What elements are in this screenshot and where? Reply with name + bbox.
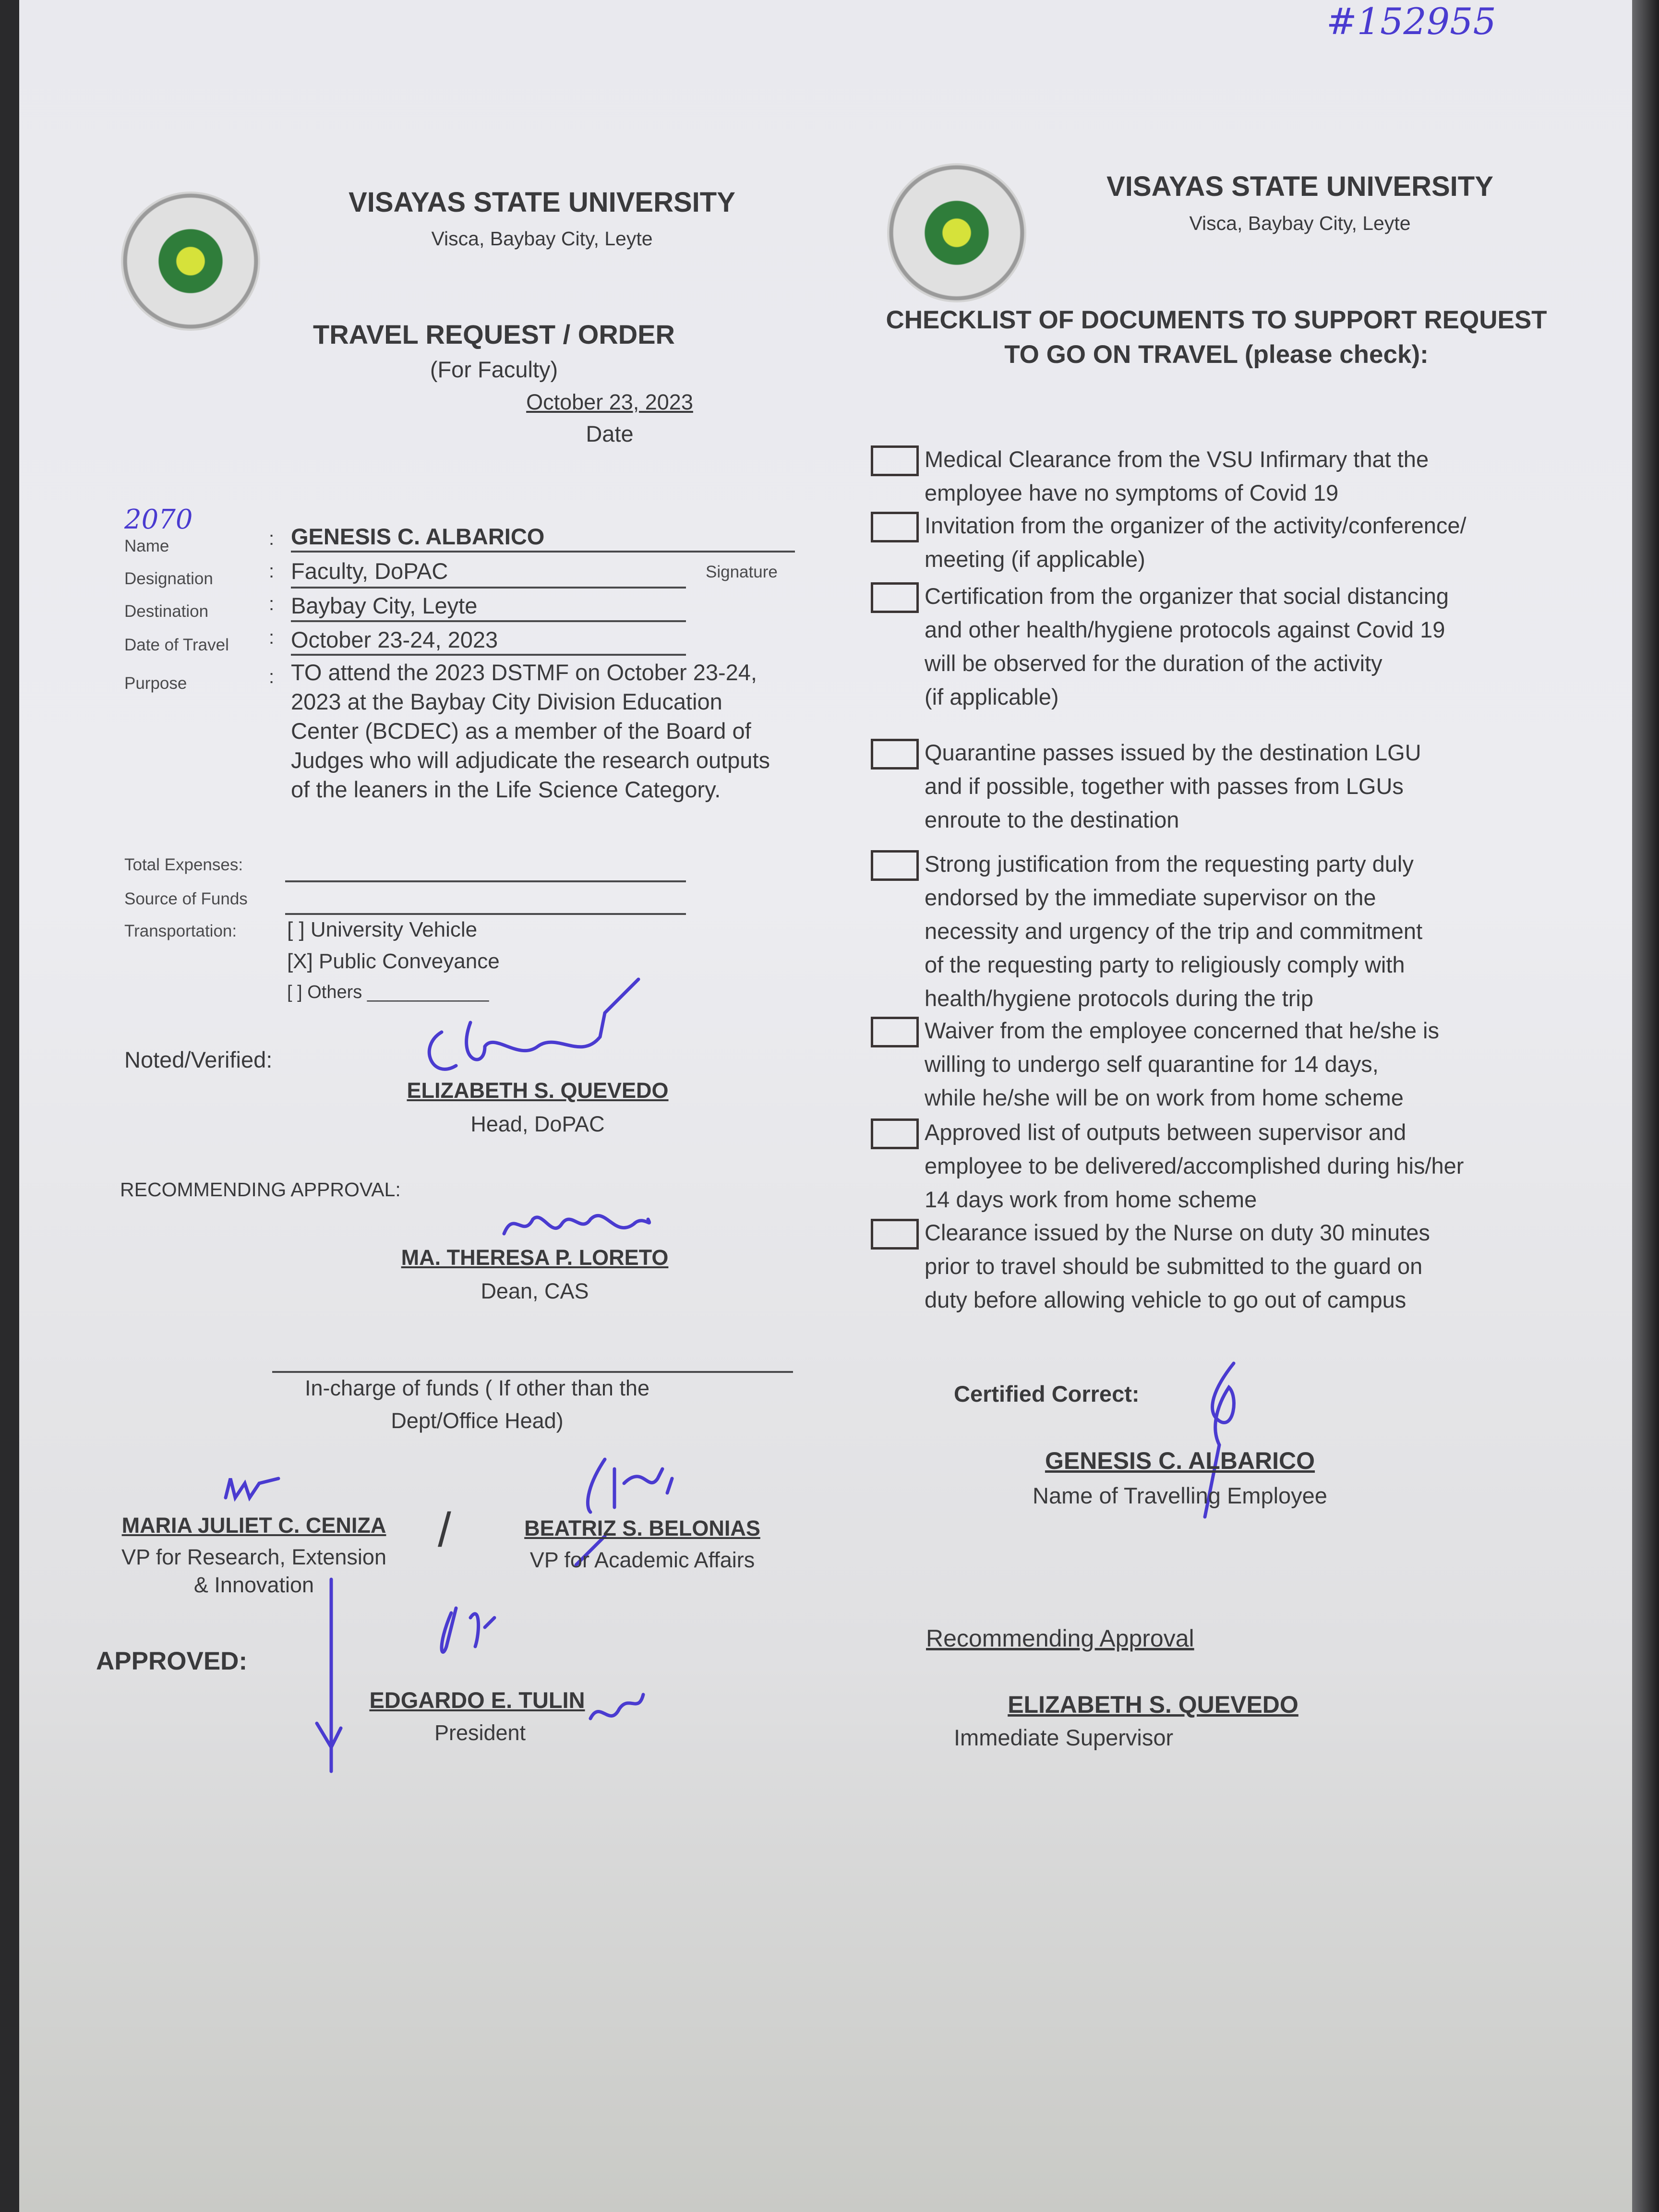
approved-label: APPROVED: [96,1647,248,1675]
checklist-item-line: Strong justification from the requesting party duly [925,851,1414,877]
date-of-travel-value: October 23-24, 2023 [291,627,498,652]
colon: : [269,666,275,687]
noted-title: Head, DoPAC [470,1112,605,1136]
checklist-item [925,579,1449,714]
purpose-line: Center (BCDEC) as a member of the Board of [291,718,751,744]
checklist-item-line: employee have no symptoms of Covid 19 [925,480,1339,505]
checklist-item-line: meeting (if applicable) [925,546,1145,572]
form-subtitle: (For Faculty) [430,357,558,382]
option-public-conveyance[interactable]: [X] Public Conveyance [287,950,500,973]
funds-label-line1: In-charge of funds ( If other than the [305,1376,649,1400]
name-value: GENESIS C. ALBARICO [291,524,545,549]
checklist-item [925,509,1467,576]
checklist-checkbox[interactable] [871,1017,919,1047]
designation-value: Faculty, DoPAC [291,558,448,584]
total-expenses-line [285,880,686,882]
recommending-name: MA. THERESA P. LORETO [401,1245,669,1270]
checklist-item-line: and other health/hygiene protocols against Covid 19 [925,617,1445,642]
checklist-item-line: enroute to the destination [925,807,1179,832]
right-university-address: Visca, Baybay City, Leyte [1189,212,1411,234]
colon: : [269,627,275,648]
checklist-item-line: will be observed for the duration of the activity [925,650,1382,676]
checklist-item-line: prior to travel should be submitted to the guard on [925,1253,1423,1279]
vp-academic-title: VP for Academic Affairs [529,1548,755,1572]
supervisor-name: ELIZABETH S. QUEVEDO [1008,1691,1298,1718]
designation-label: Designation [124,569,213,588]
checklist-item-line: employee to be delivered/accomplished during his/her [925,1153,1464,1178]
university-name: VISAYAS STATE UNIVERSITY [349,187,735,218]
form-title: TRAVEL REQUEST / ORDER [313,319,675,349]
purpose-text [291,658,770,804]
colon: : [269,593,275,614]
purpose-line: Judges who will adjudicate the research outputs [291,747,770,773]
checklist-checkbox[interactable] [871,512,919,542]
separator-slash: / [438,1503,451,1557]
vp-research-title-line2: & Innovation [193,1573,314,1597]
checklist-checkbox[interactable] [871,445,919,476]
purpose-line: of the leaners in the Life Science Category. [291,777,721,802]
employee-title: Name of Travelling Employee [1033,1483,1327,1508]
vp-research-title-line1: VP for Research, Extension [121,1545,386,1569]
checklist-checkbox[interactable] [871,850,919,881]
noted-name: ELIZABETH S. QUEVEDO [407,1078,669,1103]
vp-academic-name: BEATRIZ S. BELONIAS [524,1516,760,1540]
designation-underline [291,587,686,589]
checklist-item-line: Medical Clearance from the VSU Infirmary that the [925,446,1429,472]
source-of-funds-label: Source of Funds [124,890,248,908]
checklist-item-line: Waiver from the employee concerned that he/she is [925,1018,1439,1043]
option-university-vehicle[interactable]: [ ] University Vehicle [287,918,478,941]
president-title: President [434,1720,526,1745]
president-name: EDGARDO E. TULIN [369,1687,585,1713]
purpose-label: Purpose [124,674,187,693]
checklist-item [925,1116,1464,1216]
recommending-approval-label: RECOMMENDING APPROVAL: [120,1178,401,1201]
checklist-item-line: 14 days work from home scheme [925,1187,1257,1212]
checklist-item-line: duty before allowing vehicle to go out of campus [925,1287,1407,1312]
colon: : [269,561,275,582]
checklist-item-line: necessity and urgency of the trip and commitment [925,918,1423,944]
checklist-item [925,443,1429,510]
recommending-title: Dean, CAS [481,1279,589,1303]
date-of-travel-underline [291,654,686,656]
checklist-item-line: while he/she will be on work from home scheme [925,1085,1404,1110]
right-university-name: VISAYAS STATE UNIVERSITY [1106,171,1493,202]
checklist-item-line: Approved list of outputs between supervisor and [925,1119,1407,1145]
checklist-item-line: Clearance issued by the Nurse on duty 30 minutes [925,1220,1430,1245]
checklist-item [925,736,1421,837]
date-value: October 23, 2023 [526,390,693,414]
noted-label: Noted/Verified: [124,1047,273,1072]
checklist-title-line2: TO GO ON TRAVEL (please check): [1004,340,1429,369]
total-expenses-label: Total Expenses: [124,855,243,874]
checklist-item [925,1216,1430,1317]
signature-loreto [499,1200,658,1248]
checklist-item-line: (if applicable) [925,684,1059,709]
right-recommending-approval-label: Recommending Approval [926,1625,1194,1652]
supervisor-title: Immediate Supervisor [954,1725,1174,1750]
university-seal-right [887,163,1026,302]
handwritten-control-number: #152955 [1326,0,1496,43]
funds-label-line2: Dept/Office Head) [391,1408,564,1433]
checklist-item-line: endorsed by the immediate supervisor on the [925,885,1376,910]
checklist-item-line: willing to undergo self quarantine for 14 days, [925,1051,1379,1077]
checklist-title-line1: CHECKLIST OF DOCUMENTS TO SUPPORT REQUEST [886,306,1547,334]
university-address: Visca, Baybay City, Leyte [431,228,653,250]
checklist-item-line: Certification from the organizer that social distancing [925,583,1449,609]
certified-correct-label: Certified Correct: [954,1381,1140,1407]
vp-research-name: MARIA JULIET C. CENIZA [121,1513,386,1538]
date-label: Date [586,421,634,446]
checklist-checkbox[interactable] [871,1219,919,1250]
colon: : [269,528,275,549]
checklist-checkbox[interactable] [871,582,919,613]
purpose-line: TO attend the 2023 DSTMF on October 23-24, [291,660,757,685]
signature-ceniza [221,1469,307,1507]
checklist-item-line: Invitation from the organizer of the activity/conference/ [925,513,1467,538]
transportation-label: Transportation: [124,922,237,940]
date-of-travel-label: Date of Travel [124,636,229,654]
checklist-item [925,847,1422,1015]
destination-label: Destination [124,602,209,621]
checklist-checkbox[interactable] [871,739,919,769]
checklist-item-line: Quarantine passes issued by the destination LGU [925,740,1421,765]
name-label: Name [124,537,169,555]
background-edge [1632,0,1659,2212]
checklist-checkbox[interactable] [871,1118,919,1149]
checklist-item-line: and if possible, together with passes from LGUs [925,773,1404,799]
employee-name: GENESIS C. ALBARICO [1045,1447,1315,1474]
purpose-line: 2023 at the Baybay City Division Education [291,689,722,714]
signature-label: Signature [706,563,778,581]
source-of-funds-line [285,913,686,915]
checklist-item-line: of the requesting party to religiously comply with [925,952,1405,977]
university-seal-left [121,192,260,331]
option-others[interactable]: [ ] Others ____________ [287,982,489,1002]
checklist-item [925,1014,1439,1115]
name-underline [291,551,795,553]
signature-tulin [312,1575,658,1776]
checklist-item-line: health/hygiene protocols during the trip [925,986,1313,1011]
destination-underline [291,620,686,622]
handwritten-note: 2070 [124,504,193,535]
destination-value: Baybay City, Leyte [291,593,478,618]
signature-quevedo [413,974,662,1085]
funds-signature-line [272,1371,793,1373]
